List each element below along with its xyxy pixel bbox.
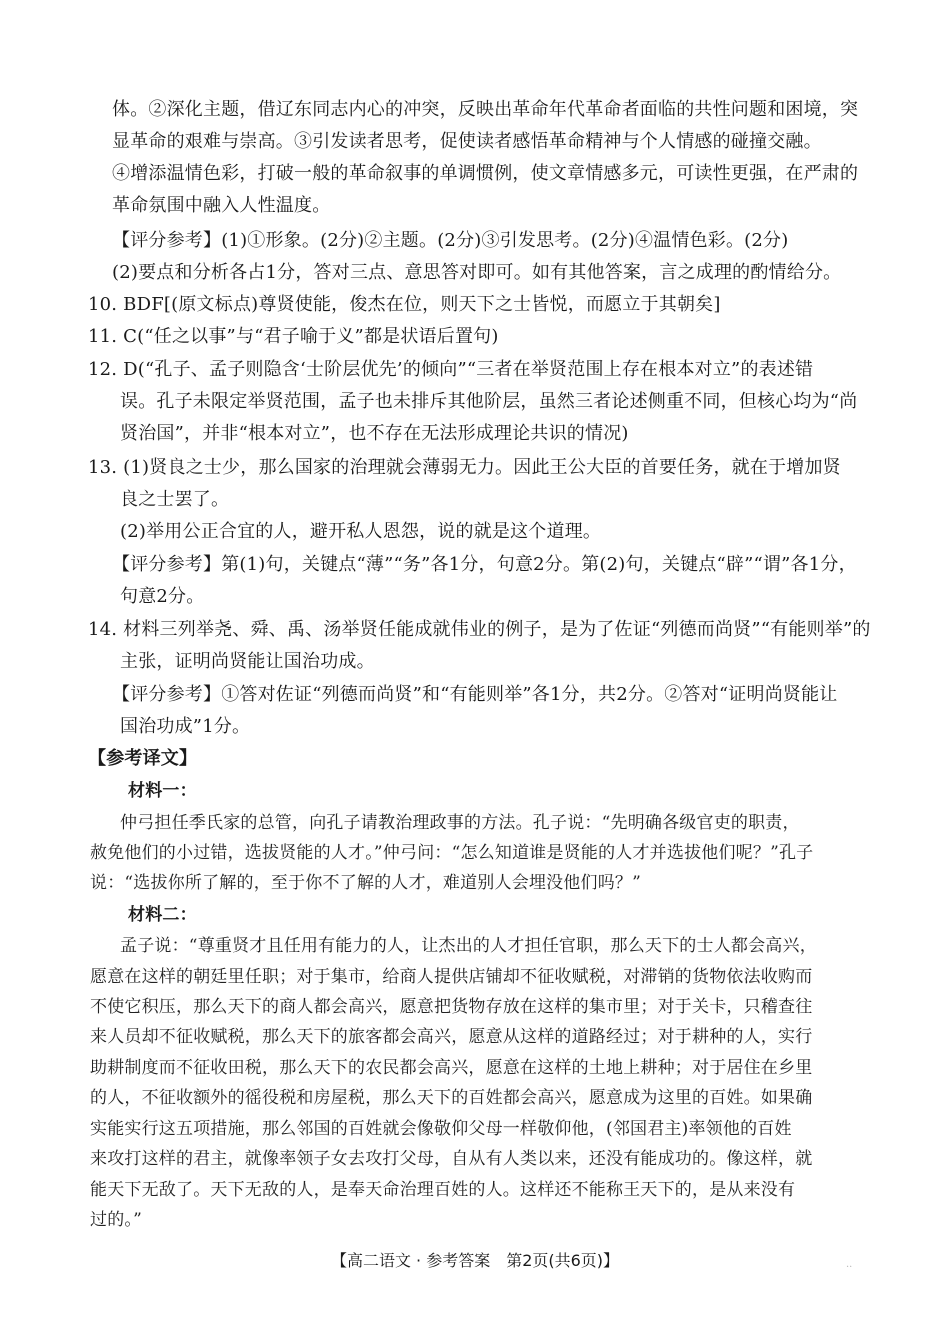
answer-12-line-2: 误。孔子未限定举贤范围，孟子也未排斥其他阶层，虽然三者论述侧重不同，但核心均为“尚 [120, 391, 858, 412]
material-one-line-1: 仲弓担任季氏家的总管，向孔子请教治理政事的方法。孔子说：“先明确各级官吏的职责， [120, 813, 800, 833]
answer-13-line-3: (2)举用公正合宜的人，避开私人恩怨，说的就是这个道理。 [120, 521, 602, 542]
material-two-line-2: 愿意在这样的朝廷里任职；对于集市，给商人提供店铺却不征收赋税，对滞销的货物依法收购而 [90, 967, 813, 987]
answer-13-line-1: 13. (1)贤良之士少，那么国家的治理就会薄弱无力。因此王公大臣的首要任务，就在于增加贤 [88, 457, 841, 478]
material-two-line-10: 过的。” [90, 1210, 142, 1230]
text-line-3: ④增添温情色彩，打破一般的革命叙事的单调惯例，使文章情感多元，可读性更强，在严肃的 [112, 163, 859, 184]
material-two-line-8: 来攻打这样的君主，就像率领子女去攻打父母，自从有人类以来，还没有能成功的。像这样，就 [90, 1149, 813, 1169]
translation-heading: 【参考译文】 [88, 748, 198, 769]
material-two-line-1: 孟子说：“尊重贤才且任用有能力的人，让杰出的人才担任官职，那么天下的士人都会高兴， [120, 936, 817, 956]
scoring-note-9-1: 【评分参考】(1)①形象。(2分)②主题。(2分)③引发思考。(2分)④温情色彩。(2分) [112, 230, 789, 251]
material-two-line-5: 助耕制度而不征收田税，那么天下的农民都会高兴，愿意在这样的土地上耕种；对于居住在乡里 [90, 1058, 813, 1078]
material-two-line-9: 能天下无敌了。天下无敌的人，是奉天命治理百姓的人。这样还不能称王天下的，是从来没有 [90, 1180, 796, 1200]
scoring-note-13-2: 句意2分。 [120, 586, 205, 607]
material-two-line-6: 的人，不征收额外的徭役税和房屋税，那么天下的百姓都会高兴，愿意成为这里的百姓。如果确 [90, 1088, 813, 1108]
answer-10: 10. BDF[(原文标点)尊贤使能，俊杰在位，则天下之士皆悦，而愿立于其朝矣] [88, 294, 721, 315]
scoring-note-9-2: (2)要点和分析各占1分，答对三点、意思答对即可。如有其他答案，言之成理的酌情给分。 [112, 262, 842, 283]
text-line-4: 革命氛围中融入人性温度。 [112, 195, 331, 216]
scan-dots-decoration: ·· [846, 1262, 853, 1273]
answer-13-line-2: 良之士罢了。 [120, 489, 230, 510]
material-two-line-4: 来人员却不征收赋税，那么天下的旅客都会高兴，愿意从这样的道路经过；对于耕种的人，实行 [90, 1027, 813, 1047]
scoring-note-14-2: 国治功成”1分。 [120, 716, 251, 737]
material-one-line-3: 说：“选拔你所了解的，至于你不了解的人才，难道别人会埋没他们吗？” [90, 873, 641, 893]
material-one-heading: 材料一： [128, 781, 197, 801]
page-footer: 【高二语文 · 参考答案 第2页(共6页)】 [330, 1251, 620, 1270]
material-two-line-7: 实能实行这五项措施，那么邻国的百姓就会像敬仰父母一样敬仰他，(邻国君主)率领他的百姓 [90, 1119, 792, 1139]
answer-14-line-2: 主张，证明尚贤能让国治功成。 [120, 651, 375, 672]
text-line-2: 显革命的艰难与崇高。③引发读者思考，促使读者感悟革命精神与个人情感的碰撞交融。 [112, 131, 822, 152]
text-line-1: 体。②深化主题，借辽东同志内心的冲突，反映出革命年代革命者面临的共性问题和困境，突 [112, 99, 859, 120]
answer-11: 11. C(“任之以事”与“君子喻于义”都是状语后置句) [88, 326, 499, 347]
answer-12-line-1: 12. D(“孔子、孟子则隐含‘士阶层优先’的倾向”“三者在举贤范围上存在根本对立”的表述错 [88, 359, 814, 380]
material-two-heading: 材料二： [128, 905, 197, 925]
material-two-line-3: 不使它积压，那么天下的商人都会高兴，愿意把货物存放在这样的集市里；对于关卡，只稽查往 [90, 997, 813, 1017]
answer-14-line-1: 14. 材料三列举尧、舜、禹、汤举贤任能成就伟业的例子，是为了佐证“列德而尚贤”“有能则举”的 [88, 619, 871, 640]
scoring-note-14-1: 【评分参考】①答对佐证“列德而尚贤”和“有能则举”各1分，共2分。②答对“证明尚贤能让 [112, 684, 838, 705]
material-one-line-2: 赦免他们的小过错，选拔贤能的人才。”仲弓问：“怎么知道谁是贤能的人才并选拔他们呢？”孔子 [90, 843, 814, 863]
scoring-note-13-1: 【评分参考】第(1)句，关键点“薄”“务”各1分，句意2分。第(2)句，关键点“辟”“谓”各1分， [112, 554, 857, 575]
answer-12-line-3: 贤治国”，并非“根本对立”，也不存在无法形成理论共识的情况) [120, 423, 629, 444]
